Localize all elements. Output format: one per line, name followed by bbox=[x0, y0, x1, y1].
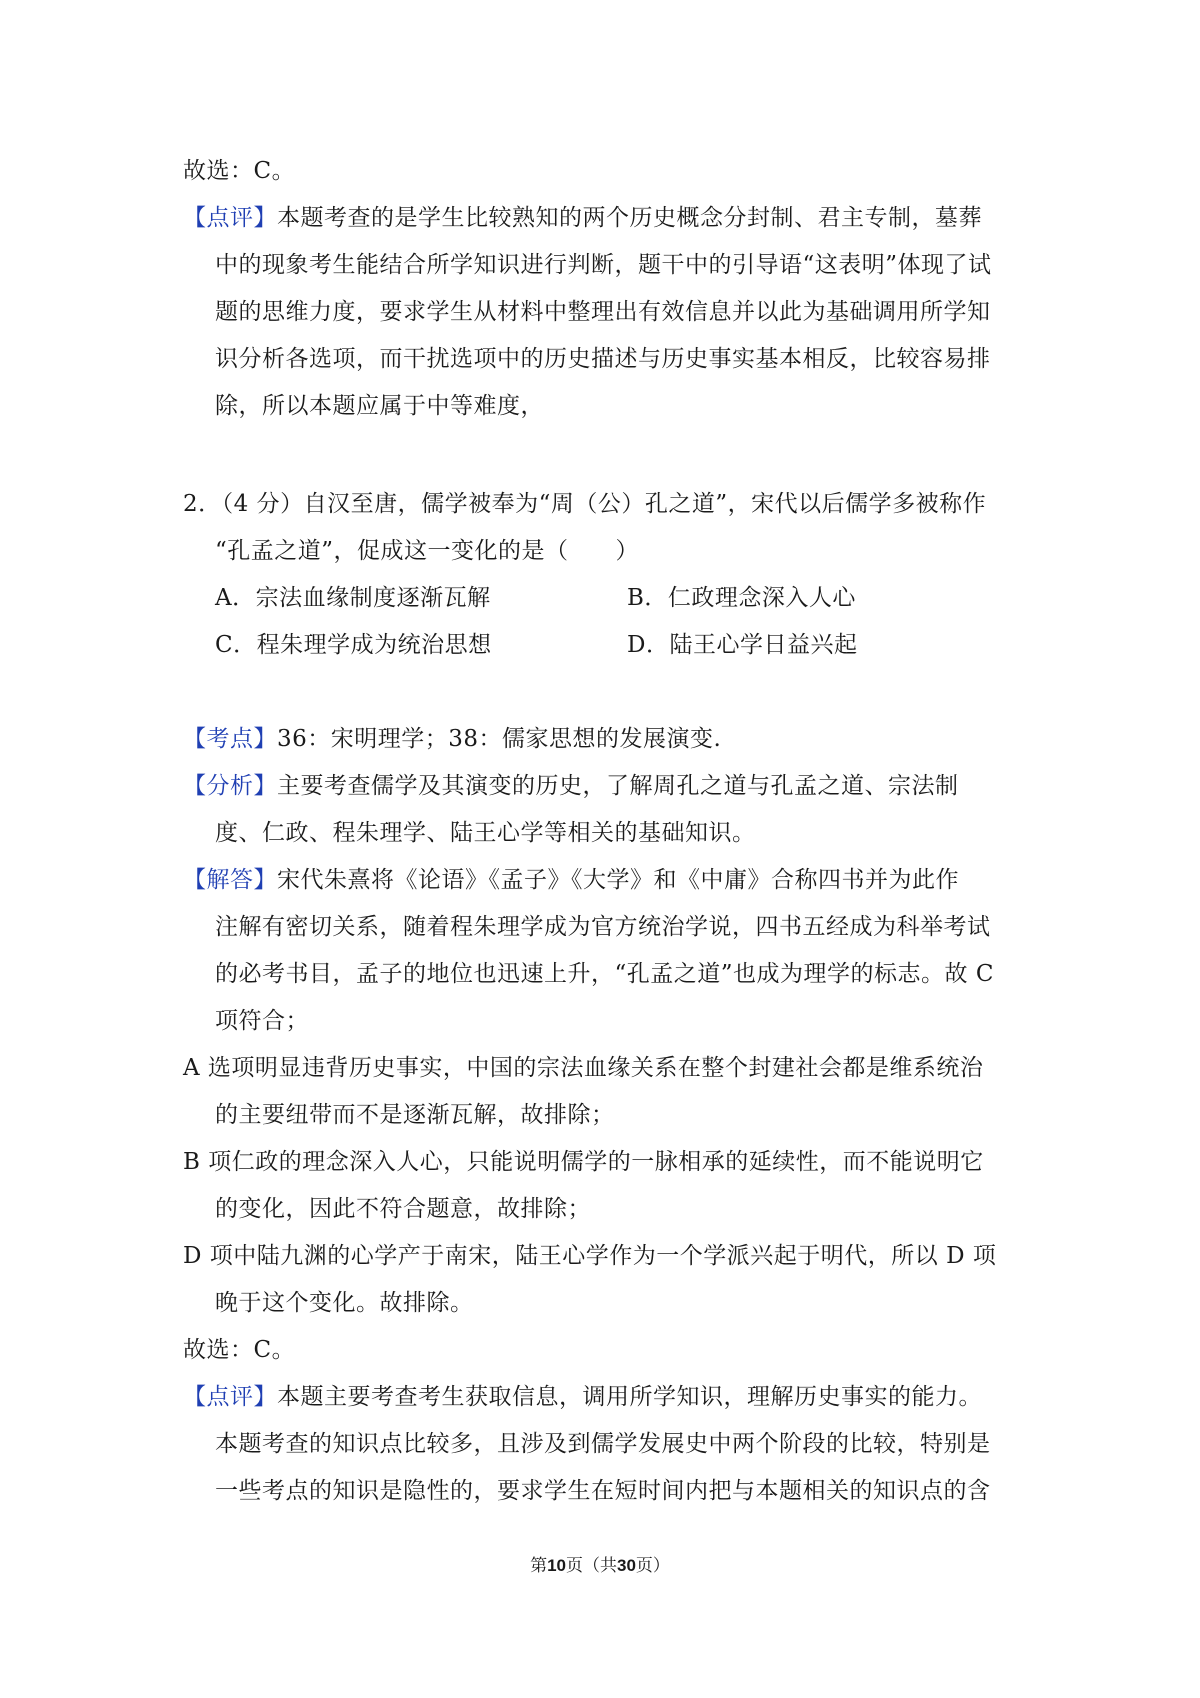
jieda-tag: 【解答】 bbox=[183, 867, 277, 893]
answer-line: 故选：C。 bbox=[183, 158, 296, 184]
fenxi-line: 度、仁政、程朱理学、陆王心学等相关的基础知识。 bbox=[215, 820, 756, 846]
review-line: 一些考点的知识是隐性的，要求学生在短时间内把与本题相关的知识点的含 bbox=[215, 1478, 991, 1504]
review-line: 中的现象考生能结合所学知识进行判断，题干中的引导语“这表明”体现了试 bbox=[215, 252, 992, 278]
fenxi-tag: 【分析】 bbox=[183, 773, 277, 799]
question-stem: “孔孟之道”，促成这一变化的是（ ） bbox=[215, 538, 640, 564]
option-b: B．仁政理念深入人心 bbox=[627, 585, 856, 611]
explain-b-line: 的变化，因此不符合题意，故排除； bbox=[215, 1196, 591, 1222]
review-line: 【点评】本题考查的是学生比较熟知的两个历史概念分封制、君主专制，墓葬 bbox=[183, 205, 982, 231]
page-number: 10 bbox=[547, 1556, 566, 1575]
kaodian-tag: 【考点】 bbox=[183, 726, 277, 752]
fenxi-line: 【分析】主要考查儒学及其演变的历史，了解周孔之道与孔孟之道、宗法制 bbox=[183, 773, 959, 799]
review-tag: 【点评】 bbox=[183, 1384, 277, 1410]
jieda-line: 项符合； bbox=[215, 1008, 309, 1034]
jieda-line: 注解有密切关系，随着程朱理学成为官方统治学说，四书五经成为科举考试 bbox=[215, 914, 991, 940]
kaodian-line: 【考点】36：宋明理学；38：儒家思想的发展演变. bbox=[183, 726, 722, 752]
explain-a-line: A 选项明显违背历史事实，中国的宗法血缘关系在整个封建社会都是维系统治 bbox=[183, 1055, 984, 1081]
option-c: C．程朱理学成为统治思想 bbox=[215, 632, 492, 658]
review-line: 【点评】本题主要考查考生获取信息，调用所学知识，理解历史事实的能力。 bbox=[183, 1384, 982, 1410]
review-line: 题的思维力度，要求学生从材料中整理出有效信息并以此为基础调用所学知 bbox=[215, 299, 991, 325]
explain-a-line: 的主要纽带而不是逐渐瓦解，故排除； bbox=[215, 1102, 615, 1128]
explain-b-line: B 项仁政的理念深入人心，只能说明儒学的一脉相承的延续性，而不能说明它 bbox=[183, 1149, 984, 1175]
option-a: A．宗法血缘制度逐渐瓦解 bbox=[215, 585, 491, 611]
review-line: 本题考查的知识点比较多，且涉及到儒学发展史中两个阶段的比较，特别是 bbox=[215, 1431, 991, 1457]
review-tag: 【点评】 bbox=[183, 205, 277, 231]
answer-line: 故选：C。 bbox=[183, 1337, 296, 1363]
explain-d-line: 晚于这个变化。故排除。 bbox=[215, 1290, 474, 1316]
option-d: D．陆王心学日益兴起 bbox=[627, 632, 858, 658]
explain-d-line: D 项中陆九渊的心学产于南宋，陆王心学作为一个学派兴起于明代，所以 D 项 bbox=[183, 1243, 997, 1269]
review-line: 除，所以本题应属于中等难度， bbox=[215, 393, 544, 419]
question-stem: 2．（4 分）自汉至唐，儒学被奉为“周（公）孔之道”，宋代以后儒学多被称作 bbox=[183, 491, 987, 517]
jieda-line: 的必考书目，孟子的地位也迅速上升，“孔孟之道”也成为理学的标志。故 C bbox=[215, 961, 994, 987]
page-total: 30 bbox=[617, 1556, 636, 1575]
jieda-line: 【解答】宋代朱熹将《论语》《孟子》《大学》和《中庸》合称四书并为此作 bbox=[183, 867, 959, 893]
page-footer: 第10页（共30页） bbox=[530, 1556, 670, 1576]
review-line: 识分析各选项，而干扰选项中的历史描述与历史事实基本相反，比较容易排 bbox=[215, 346, 991, 372]
